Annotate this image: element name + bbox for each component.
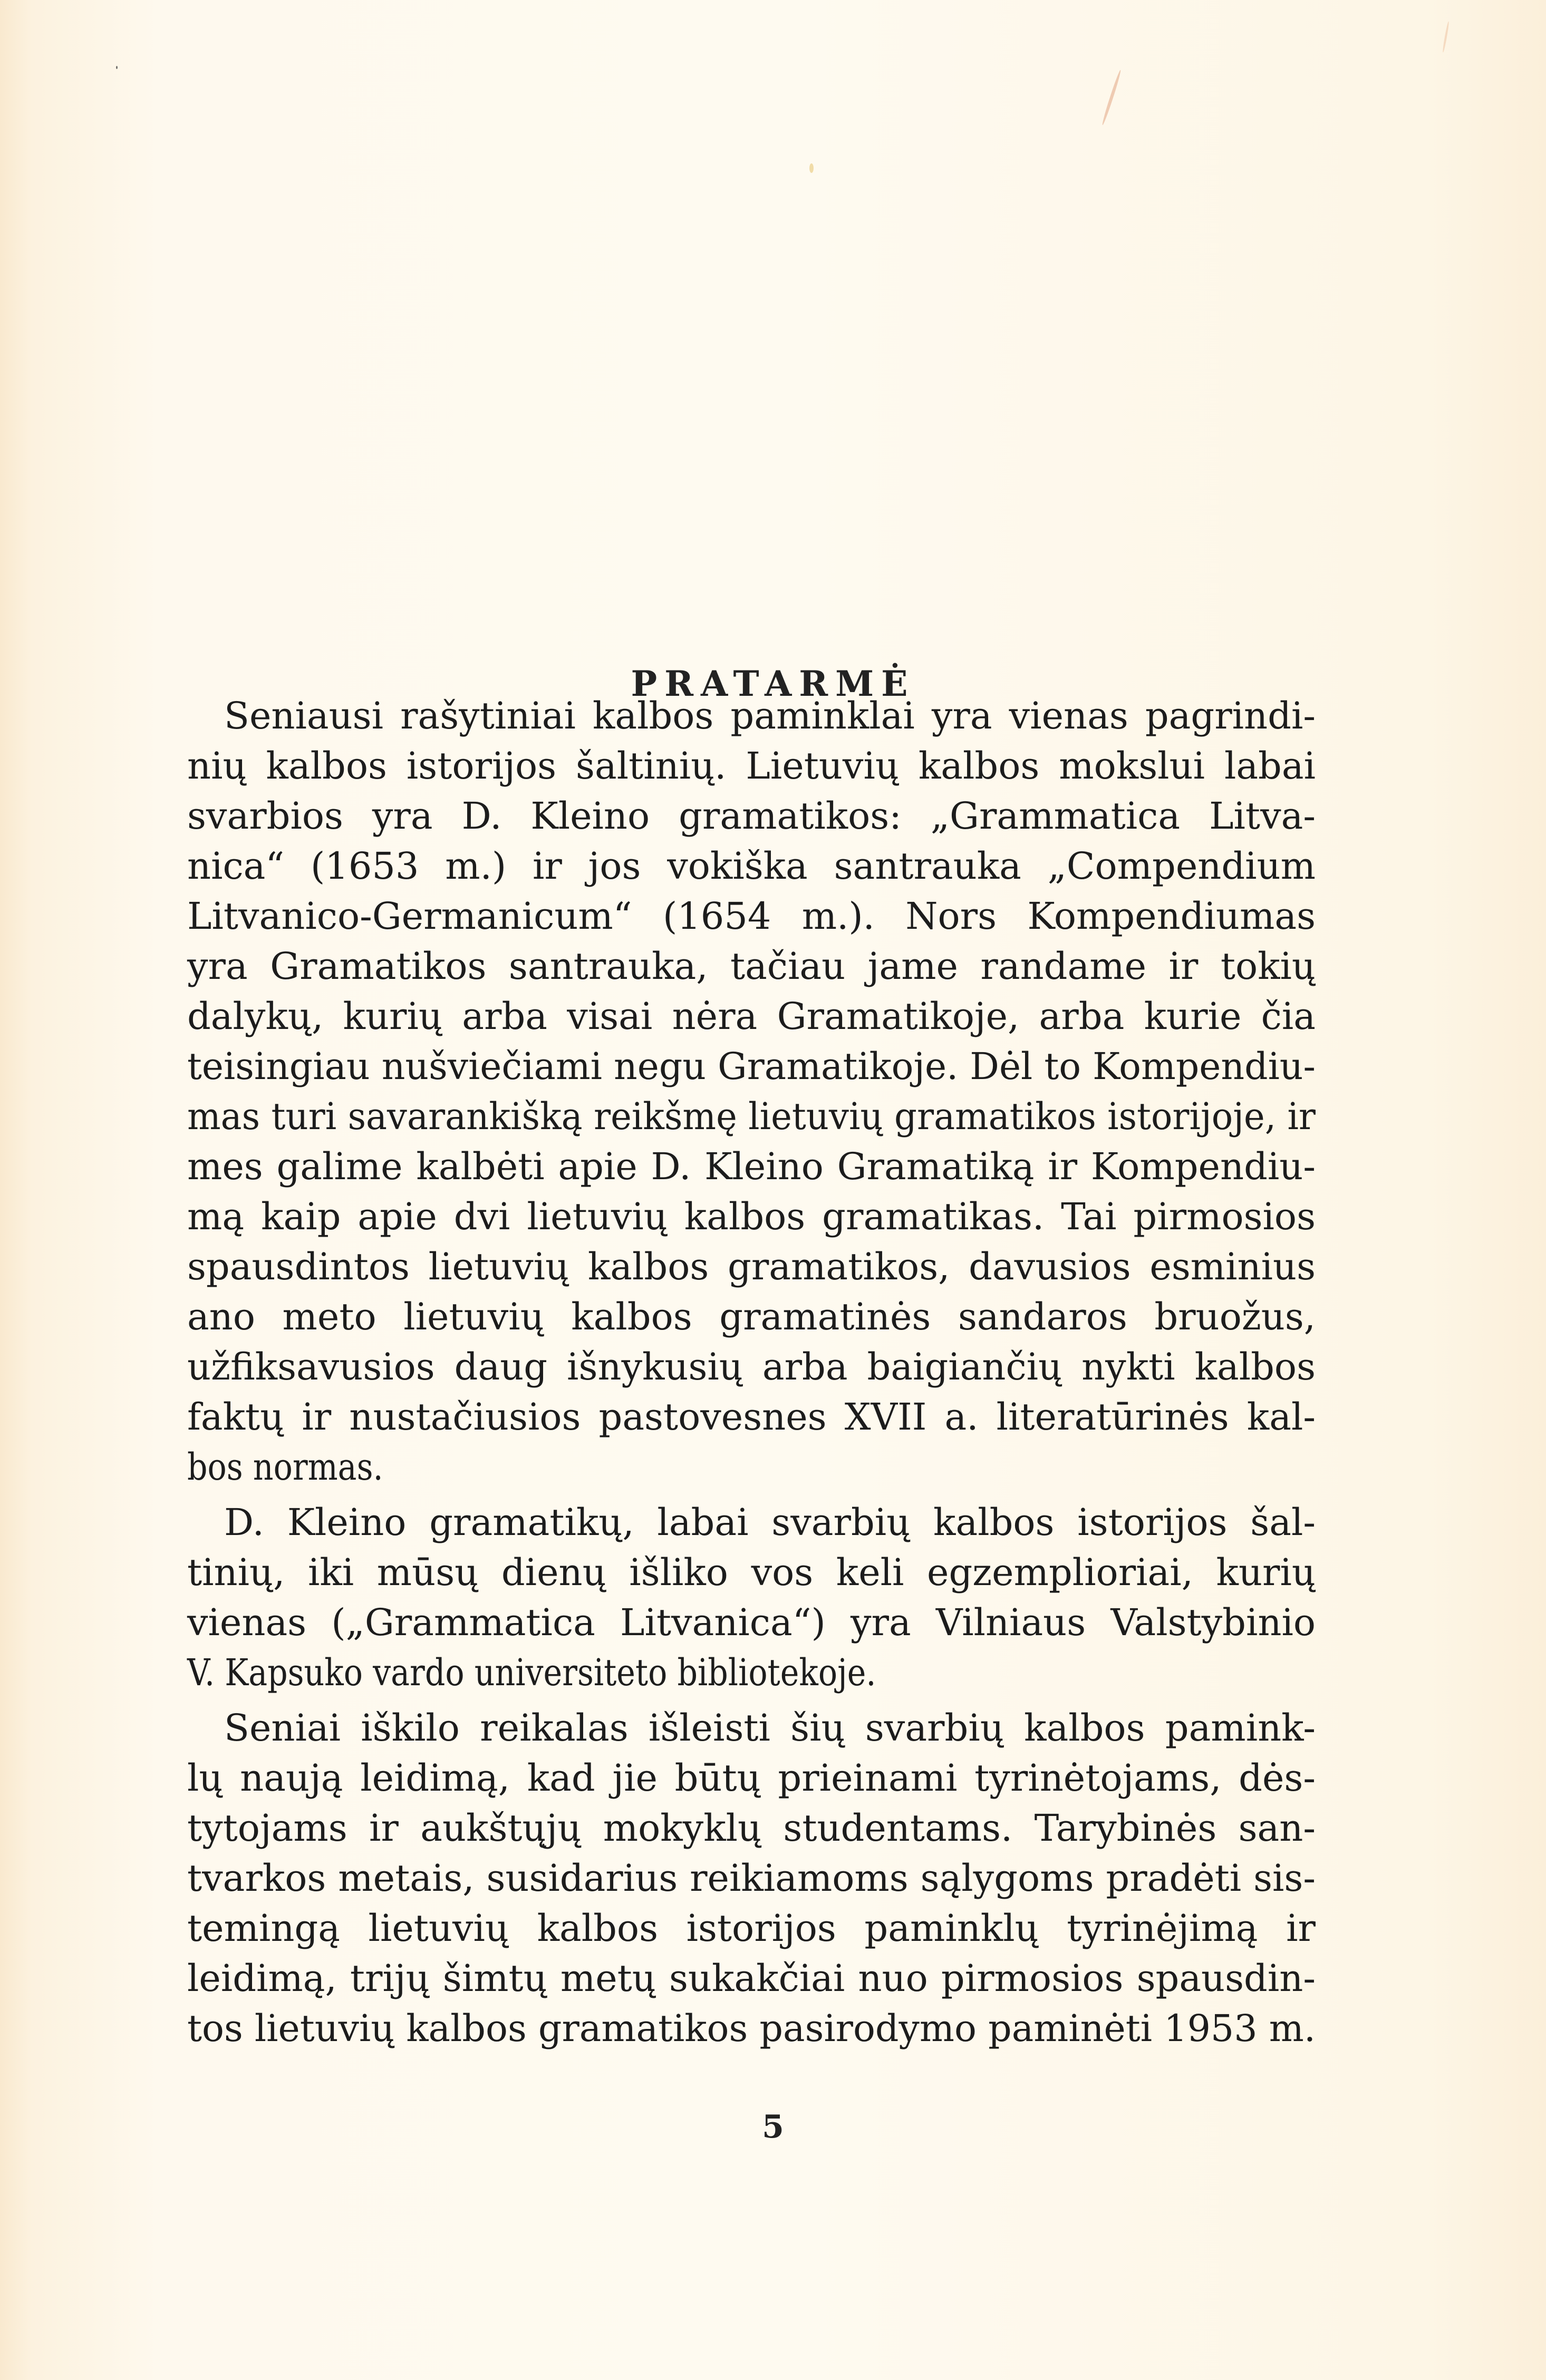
text-line: yra Gramatikos santrauka, tačiau jame randame ir tokių: [187, 945, 1316, 988]
paper-speck: [1442, 21, 1450, 53]
text-line: tvarkos metais, susidarius reikiamoms sąlygoms pradėti sis-: [187, 1857, 1316, 1900]
text-line: Litvanico-Germanicum“ (1654 m.). Nors Kompendiumas: [187, 895, 1316, 938]
text-line: Seniai iškilo reikalas išleisti šių svarbių kalbos pamink-: [224, 1706, 1316, 1750]
text-line: teisingiau nušviečiami negu Gramatikoje. Dėl to Kompendiu-: [187, 1045, 1316, 1088]
text-line: ano meto lietuvių kalbos gramatinės sandaros bruožus,: [187, 1295, 1316, 1338]
text-line: dalykų, kurių arba visai nėra Gramatikoje, arba kurie čia: [187, 995, 1316, 1038]
paper-speck: [1101, 70, 1122, 125]
text-line: D. Kleino gramatikų, labai svarbių kalbos istorijos šal-: [224, 1501, 1316, 1544]
text-line: svarbios yra D. Kleino gramatikos: „Grammatica Litva-: [187, 794, 1316, 838]
text-line: tos lietuvių kalbos gramatikos pasirodymo paminėti 1953 m.: [187, 2007, 1316, 2050]
text-line: lų naują leidimą, kad jie būtų prieinami tyrinėtojams, dės-: [187, 1756, 1316, 1800]
text-line: V. Kapsuko vardo universiteto bibliotekoje.: [187, 1651, 876, 1694]
text-line: temingą lietuvių kalbos istorijos paminklų tyrinėjimą ir: [187, 1907, 1316, 1950]
page-heading: PRATARMĖ: [631, 663, 915, 704]
text-line: bos normas.: [187, 1445, 383, 1489]
text-line: tytojams ir aukštųjų mokyklų studentams. Tarybinės san-: [187, 1806, 1316, 1850]
text-line: mas turi savarankišką reikšmę lietuvių gramatikos istorijoje, ir: [187, 1095, 1316, 1138]
paper-speck: [809, 163, 814, 173]
text-line: spausdintos lietuvių kalbos gramatikos, davusios esminius: [187, 1245, 1316, 1288]
text-line: mą kaip apie dvi lietuvių kalbos gramatikas. Tai pirmosios: [187, 1195, 1316, 1238]
text-line: tinių, iki mūsų dienų išliko vos keli egzemplioriai, kurių: [187, 1551, 1316, 1594]
text-line: mes galime kalbėti apie D. Kleino Gramatiką ir Kompendiu-: [187, 1145, 1316, 1188]
text-line: leidimą, trijų šimtų metų sukakčiai nuo pirmosios spausdin-: [187, 1957, 1316, 2000]
page-number: 5: [762, 2109, 784, 2145]
text-line: nių kalbos istorijos šaltinių. Lietuvių kalbos mokslui labai: [187, 744, 1316, 788]
text-line: užfiksavusios daug išnykusių arba baigiančių nykti kalbos: [187, 1345, 1316, 1388]
paper-speck: [116, 66, 118, 69]
text-line: nica“ (1653 m.) ir jos vokiška santrauka „Compendium: [187, 844, 1316, 888]
text-line: vienas („Grammatica Litvanica“) yra Vilniaus Valstybinio: [187, 1601, 1316, 1644]
text-line: faktų ir nustačiusios pastovesnes XVII a. literatūrinės kal-: [187, 1395, 1316, 1439]
text-line: Seniausi rašytiniai kalbos paminklai yra vienas pagrindi-: [224, 694, 1316, 737]
